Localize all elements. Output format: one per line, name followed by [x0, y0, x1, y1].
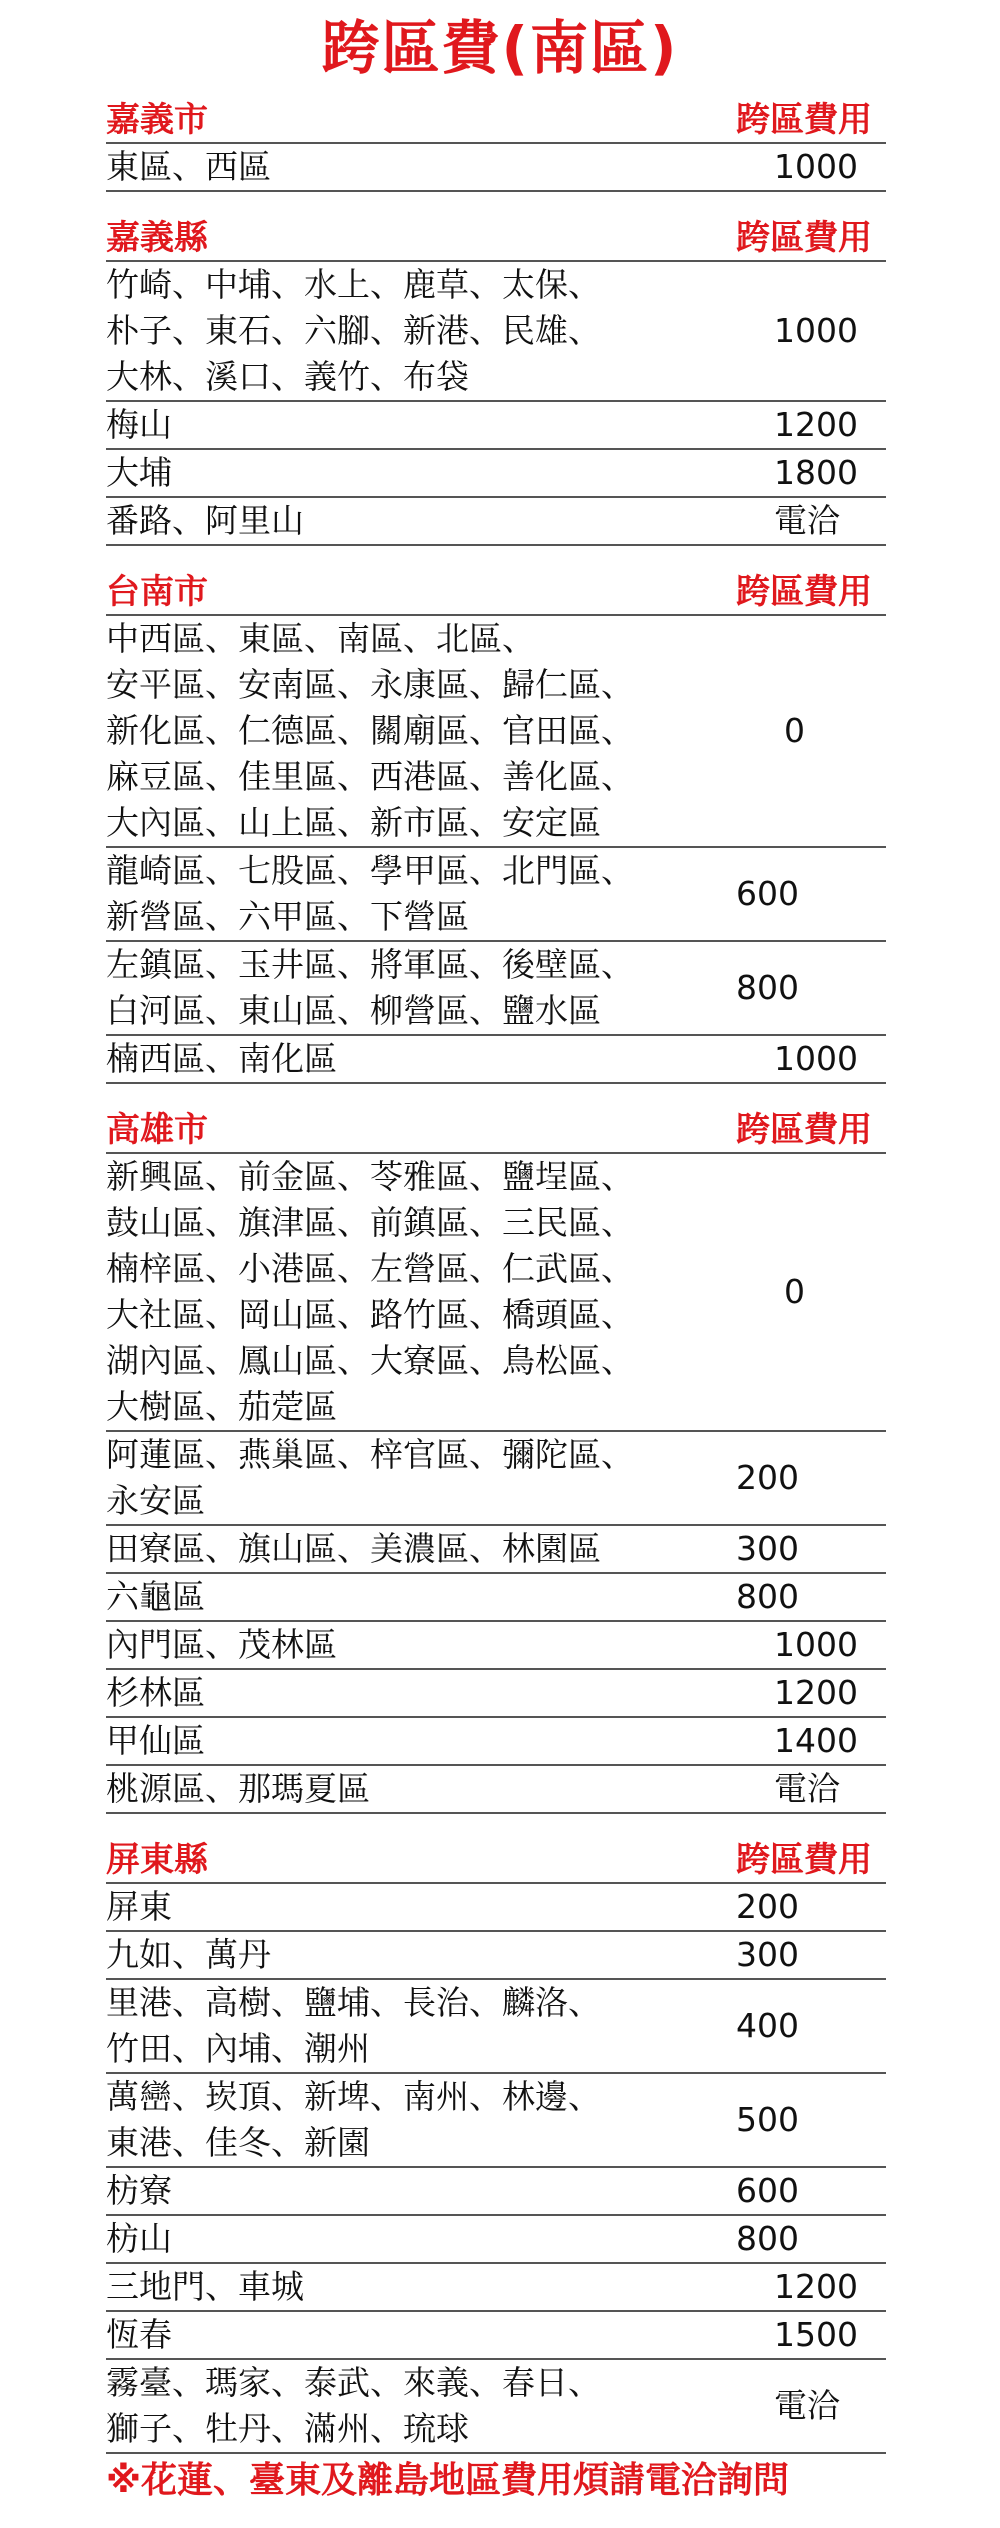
- areas-cell: 阿蓮區、燕巢區、梓官區、彌陀區、 永安區: [106, 1435, 634, 1520]
- areas-cell: 屏東: [106, 1887, 172, 1926]
- fee-cell: 1000: [774, 147, 858, 186]
- fee-cell: 1200: [774, 2267, 858, 2306]
- page-title: 跨區費(南區): [321, 14, 679, 82]
- region-header: [106, 568, 886, 616]
- fee-cell: 電洽: [774, 501, 840, 540]
- fee-cell: 1200: [774, 405, 858, 444]
- table-row: [106, 2312, 886, 2360]
- table-row: [106, 2264, 886, 2312]
- fee-cell: 800: [736, 968, 799, 1007]
- fee-column-header: 跨區費用: [736, 218, 872, 258]
- fee-cell: 400: [736, 2006, 799, 2045]
- table-row: [106, 616, 886, 848]
- fee-cell: 800: [736, 2219, 799, 2258]
- fee-table: [106, 96, 886, 2476]
- table-row: [106, 1980, 886, 2074]
- areas-cell: 田寮區、旗山區、美濃區、林園區: [106, 1529, 601, 1568]
- table-row: [106, 1670, 886, 1718]
- region-name: 屏東縣: [106, 1840, 208, 1880]
- areas-cell: 龍崎區、七股區、學甲區、北門區、 新營區、六甲區、下營區: [106, 851, 634, 936]
- table-row: [106, 1432, 886, 1526]
- areas-cell: 里港、高樹、鹽埔、長治、麟洛、 竹田、內埔、潮州: [106, 1983, 601, 2068]
- areas-cell: 中西區、東區、南區、北區、 安平區、安南區、永康區、歸仁區、 新化區、仁德區、關廟區、官田區、 麻豆區、佳里區、西港區、善化區、 大內區、山上區、新市區、安定區: [106, 619, 634, 842]
- region-kaohsiung-city: [106, 1106, 886, 1814]
- fee-cell: 600: [736, 874, 799, 913]
- fee-cell: 800: [736, 1577, 799, 1616]
- areas-cell: 杉林區: [106, 1673, 205, 1712]
- region-header: [106, 214, 886, 262]
- areas-cell: 三地門、車城: [106, 2267, 304, 2306]
- areas-cell: 內門區、茂林區: [106, 1625, 337, 1664]
- fee-cell: 電洽: [774, 1769, 840, 1808]
- areas-cell: 甲仙區: [106, 1721, 205, 1760]
- areas-cell: 九如、萬丹: [106, 1935, 271, 1974]
- areas-cell: 六龜區: [106, 1577, 205, 1616]
- table-row: [106, 2074, 886, 2168]
- areas-cell: 竹崎、中埔、水上、鹿草、太保、 朴子、東石、六腳、新港、民雄、 大林、溪口、義竹、布袋: [106, 265, 601, 396]
- fee-cell: 1400: [774, 1721, 858, 1760]
- table-row: [106, 942, 886, 1036]
- fee-cell: 500: [736, 2100, 799, 2139]
- table-row: [106, 1154, 886, 1432]
- table-row: [106, 1574, 886, 1622]
- table-row: [106, 262, 886, 402]
- table-row: [106, 1766, 886, 1814]
- table-row: [106, 450, 886, 498]
- fee-cell: 200: [736, 1887, 799, 1926]
- areas-cell: 新興區、前金區、苓雅區、鹽埕區、 鼓山區、旗津區、前鎮區、三民區、 楠梓區、小港區、左營區、仁武區、 大社區、岡山區、路竹區、橋頭區、 湖內區、鳳山區、大寮區、鳥松區、 大樹區、茄萣區: [106, 1157, 634, 1426]
- region-header: [106, 1106, 886, 1154]
- areas-cell: 萬巒、崁頂、新埤、南州、林邊、 東港、佳冬、新園: [106, 2077, 601, 2162]
- region-header: [106, 1836, 886, 1884]
- table-row: [106, 1932, 886, 1980]
- table-row: [106, 1526, 886, 1574]
- region-name: 高雄市: [106, 1110, 208, 1150]
- fee-column-header: 跨區費用: [736, 100, 872, 140]
- fee-cell: 1000: [774, 1039, 858, 1078]
- table-row: [106, 1036, 886, 1084]
- fee-cell: 200: [736, 1458, 799, 1497]
- fee-column-header: 跨區費用: [736, 572, 872, 612]
- table-row: [106, 144, 886, 192]
- fee-cell: 1500: [774, 2315, 858, 2354]
- areas-cell: 楠西區、南化區: [106, 1039, 337, 1078]
- areas-cell: 東區、西區: [106, 147, 271, 186]
- table-row: [106, 498, 886, 546]
- table-row: [106, 1884, 886, 1932]
- fee-cell: 0: [784, 1272, 805, 1311]
- region-chiayi-city: [106, 96, 886, 192]
- areas-cell: 桃源區、那瑪夏區: [106, 1769, 370, 1808]
- fee-cell: 600: [736, 2171, 799, 2210]
- areas-cell: 霧臺、瑪家、泰武、來義、春日、 獅子、牡丹、滿州、琉球: [106, 2363, 601, 2448]
- table-row: [106, 2168, 886, 2216]
- areas-cell: 番路、阿里山: [106, 501, 304, 540]
- region-tainan-city: [106, 568, 886, 1084]
- fee-cell: 1000: [774, 1625, 858, 1664]
- table-row: [106, 1718, 886, 1766]
- fee-cell: 1800: [774, 453, 858, 492]
- region-chiayi-county: [106, 214, 886, 546]
- table-row: [106, 848, 886, 942]
- areas-cell: 大埔: [106, 453, 172, 492]
- region-name: 台南市: [106, 572, 208, 612]
- areas-cell: 枋寮: [106, 2171, 172, 2210]
- region-name: 嘉義縣: [106, 218, 208, 258]
- region-name: 嘉義市: [106, 100, 208, 140]
- region-pingtung-county: [106, 1836, 886, 2454]
- areas-cell: 枋山: [106, 2219, 172, 2258]
- fee-cell: 電洽: [774, 2386, 840, 2425]
- table-row: [106, 1622, 886, 1670]
- fee-column-header: 跨區費用: [736, 1110, 872, 1150]
- areas-cell: 恆春: [106, 2315, 172, 2354]
- fee-cell: 1200: [774, 1673, 858, 1712]
- fee-cell: 0: [784, 711, 805, 750]
- fee-cell: 1000: [774, 311, 858, 350]
- region-header: [106, 96, 886, 144]
- table-row: [106, 2216, 886, 2264]
- table-row: [106, 2360, 886, 2454]
- areas-cell: 左鎮區、玉井區、將軍區、後壁區、 白河區、東山區、柳營區、鹽水區: [106, 945, 634, 1030]
- footnote: ※花蓮、臺東及離島地區費用煩請電洽詢問: [106, 2460, 789, 2501]
- areas-cell: 梅山: [106, 405, 172, 444]
- fee-column-header: 跨區費用: [736, 1840, 872, 1880]
- fee-cell: 300: [736, 1935, 799, 1974]
- table-row: [106, 402, 886, 450]
- fee-cell: 300: [736, 1529, 799, 1568]
